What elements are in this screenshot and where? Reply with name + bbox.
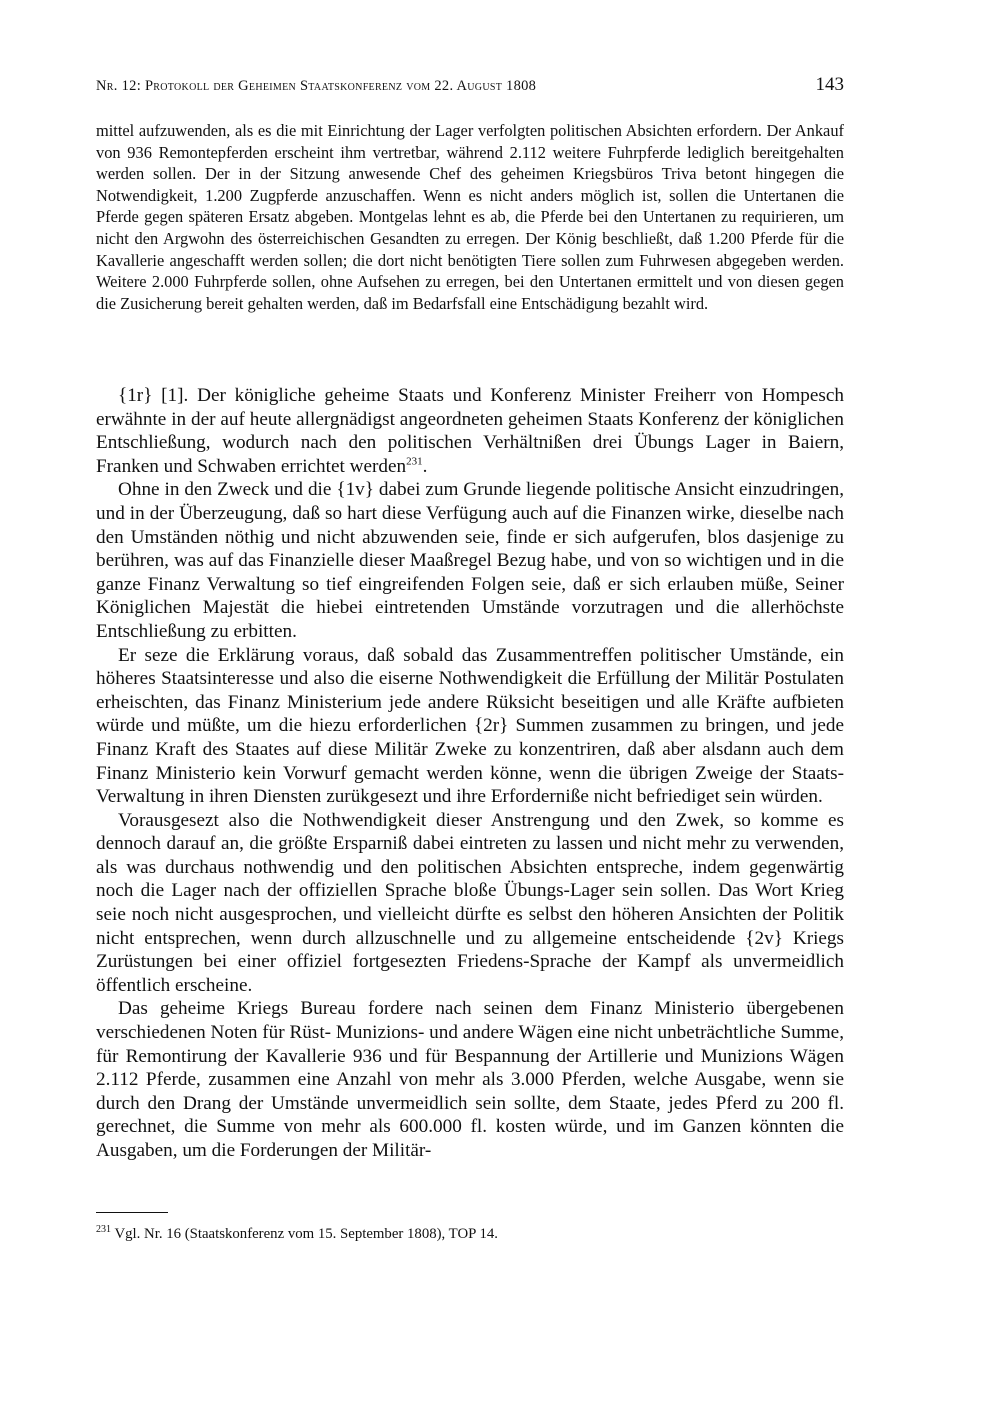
paragraph-1-text: {1r} [1]. Der königliche geheime Staats und Konferenz Minister Freiherr von Hompesch erwähnte in der auf heute allergnädigst angeordneten geheimen Staats Konferenz der königlichen Entschließung, wodurch nach den politischen Verhältnißen drei Übungs Lager in Baiern, Franken und Schwaben errichtet werden <box>96 385 844 477</box>
page-number: 143 <box>815 74 844 95</box>
footnote <box>96 1225 844 1244</box>
protocol-text <box>96 384 844 1163</box>
body-paragraph-3: Er seze die Erklärung voraus, daß sobald das Zusammentreffen politischer Umstände, ein höheres Staatsinteresse und also die eiserne Nothwendigkeit die Erfüllung der Militär Postulaten erheischten, das Finanz Ministerium jede andere Rüksicht beseitigen und alle Kräfte aufbieten würde und müßte, um die hiezu erforderlichen {2r} Summen zusammen zu bringen, und jede Finanz Kraft des Staates auf diese Militär Zweke zu konzentriren, daß aber alsdann auch dem Finanz Ministerio kein Vorwurf gemacht werden könne, wenn die übrigen Zweige der Staats-Verwaltung in ihren Diensten zurükgesezt und ihre Erforderniße nicht befriediget sein würden. <box>96 644 844 808</box>
running-title: Nr. 12: Protokoll der Geheimen Staatskonferenz vom 22. August 1808 <box>96 78 537 94</box>
paragraph-1-end: . <box>422 455 428 477</box>
footnote-reference[interactable]: 231 <box>406 455 423 468</box>
summary-paragraph: mittel aufzuwenden, als es die mit Einrichtung der Lager verfolgten politischen Absichten erfordern. Der Ankauf von 936 Remontepferden erscheint ihm vertretbar, während 2.112 weitere Fuhrpferde lediglich bereitgehalten werden sollen. Der in der Sitzung anwesende Chef des geheimen Kriegsbüros Triva betont hingegen die Notwendigkeit, 1.200 Zugpferde anzuschaffen. Wenn es nicht anders möglich ist, sollen die Untertanen die Pferde gegen späteren Ersatz abgeben. Montgelas lehnt es ab, die Pferde bei den Untertanen zu requirieren, um nicht den Argwohn des österreichischen Gesandten zu erregen. Der König beschließt, daß 1.200 Pferde für die Kavallerie angeschafft werden sollen; die dort nicht benötigten Tiere sollen zum Fuhrwesen abgegeben werden. Weitere 2.000 Fuhrpferde sollen, ohne Aufsehen zu erregen, bei den Untertanen ermittelt und von diesen gegen die Zusicherung bereit gehalten werden, daß im Bedarfsfall eine Entschädigung bezahlt wird. <box>96 121 844 313</box>
footnote-text: Vgl. Nr. 16 (Staatskonferenz vom 15. September 1808), TOP 14. <box>114 1226 499 1242</box>
body-paragraph-4: Vorausgesezt also die Nothwendigkeit dieser Anstrengung und den Zwek, so komme es dennoch darauf an, die größte Ersparniß dabei eintreten zu lassen und nicht mehr zu verwenden, als was durchaus nothwendig und den politischen Absichten entspreche, indem gegenwärtig noch die Lager nach der offiziellen Sprache bloße Übungs-Lager sein sollen. Das Wort Krieg seie noch nicht ausgesprochen, und vielleicht dürfte es selbst den höheren Ansichten der Politik nicht entsprechen, wenn durch allzuschnelle und zu allgemeine entscheidende {2v} Kriegs Zurüstungen bei einer offiziel fortgesezten Friedens-Sprache der Kampf als unvermeidlich öffentlich erscheine. <box>96 809 844 996</box>
editorial-summary <box>96 120 844 314</box>
body-paragraph-1 <box>96 384 844 478</box>
footnote-number: 231 <box>96 1224 111 1236</box>
body-paragraph-5: Das geheime Kriegs Bureau fordere nach seinen dem Finanz Ministerio übergebenen verschiedenen Noten für Rüst- Munizions- und andere Wägen eine nicht unbeträchtliche Summe, für Remontirung der Kavallerie 936 und für Bespannung der Artillerie und Munizions Wägen 2.112 Pferde, zusammen eine Anzahl von mehr als 3.000 Pferden, welche Ausgabe, wenn sie durch den Drang der Umstände unvermeidlich sein sollte, dem Staate, jedes Pferd zu 200 fl. gerechnet, die Summe von mehr als 600.000 fl. kosten würde, und im Ganzen könnten die Ausgaben, um die Forderungen der Militär- <box>96 998 844 1161</box>
footnote-divider <box>96 1212 168 1213</box>
body-paragraph-2: Ohne in den Zweck und die {1v} dabei zum Grunde liegende politische Ansicht einzudringen, und in der Überzeugung, daß so hart diese Verfügung auch auf die Finanzen wirke, dieselbe nach den Umständen nöthig und nicht abzuwenden seie, finde er sich aufgerufen, blos dasjenige zu berühren, was auf das Finanzielle dieser Maaßregel Bezug habe, und von so wichtigen und in die ganze Finanz Verwaltung so tief eingreifenden Folgen seie, daß er sich erlauben müße, Seiner Königlichen Majestät die hiebei eintretenden Umstände vorzutragen und die allerhöchste Entschließung zu erbitten. <box>96 479 844 642</box>
running-head <box>96 74 844 100</box>
